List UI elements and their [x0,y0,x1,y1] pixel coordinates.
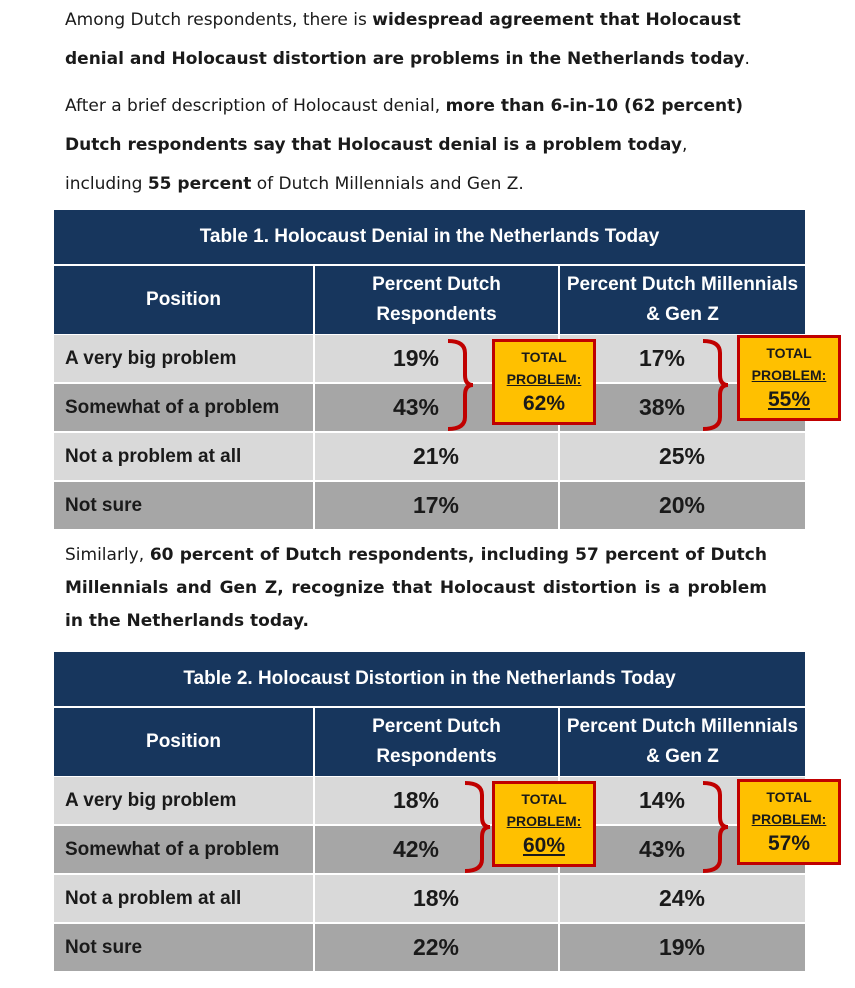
intro-p1-suffix: . [744,49,750,69]
intro-p1-prefix: Among Dutch respondents, there is [65,10,373,30]
row-label: A very big problem [65,789,237,811]
row-value-millennials: 38% [638,394,686,420]
row-value-millennials: 43% [638,836,686,862]
brace-icon [462,779,492,875]
brace-icon [445,337,475,433]
callout-label: TOTAL [521,791,567,807]
row-value-respondents: 18% [412,885,460,911]
middle-prefix: Similarly, [65,545,150,565]
row-value-respondents: 22% [412,934,460,960]
table-1-header-millennials: Percent Dutch Millennials & Gen Z [566,274,799,325]
callout-value: 55% [767,388,811,411]
total-problem-callout [492,339,596,425]
intro-paragraph-1 [65,1,767,79]
callout-value: 62% [522,392,566,415]
intro-p2-suffix: of Dutch Millennials and Gen Z. [251,174,524,194]
callout-label: PROBLEM: [506,371,582,387]
row-value-millennials: 25% [658,443,706,469]
table-row [54,826,805,873]
row-label: Not sure [65,936,143,958]
row-value-millennials: 14% [638,787,686,813]
callout-label: TOTAL [521,349,567,365]
callout-label: PROBLEM: [751,367,827,383]
table-row [54,777,805,824]
callout-label: TOTAL [766,345,812,361]
brace-icon [700,337,730,433]
row-value-respondents: 17% [412,492,460,518]
table-row [54,875,805,922]
intro-p2-mid: , including [65,135,688,194]
table-2-header-respondents: Percent Dutch Respondents [372,716,501,767]
total-problem-callout [737,335,841,421]
callout-value: 60% [522,834,566,857]
table-1-header [54,266,805,334]
callout-label: PROBLEM: [506,813,582,829]
table-row [54,924,805,971]
table-2-title: Table 2. Holocaust Distortion in the Netherlands Today [54,652,805,706]
total-problem-callout [492,781,596,867]
table-row [54,335,805,382]
brace-icon [700,779,730,875]
table-row [54,384,805,431]
table-2-header-position: Position [146,731,221,752]
row-value-millennials: 20% [658,492,706,518]
intro-paragraph-2 [65,87,767,204]
row-value-millennials: 24% [658,885,706,911]
row-label: Somewhat of a problem [65,838,280,860]
row-label: Not a problem at all [65,445,242,467]
row-value-respondents: 21% [412,443,460,469]
row-value-respondents: 18% [392,787,440,813]
intro-p2-bold: more than 6-in-10 (62 percent) Dutch respondents say that Holocaust denial is a problem today [65,96,744,155]
total-problem-callout [737,779,841,865]
callout-label: PROBLEM: [751,811,827,827]
row-value-millennials: 17% [638,345,686,371]
table-2 [54,652,805,973]
table-row [54,433,805,480]
table-row [54,482,805,529]
row-value-respondents: 19% [392,345,440,371]
table-1 [54,210,805,531]
row-label: Not a problem at all [65,887,242,909]
row-value-respondents: 42% [392,836,440,862]
middle-paragraph [65,539,767,638]
table-1-header-respondents: Percent Dutch Respondents [372,274,501,325]
table-1-title: Table 1. Holocaust Denial in the Netherlands Today [54,210,805,264]
table-1-header-position: Position [146,289,221,310]
intro-p1-bold: widespread agreement that Holocaust denial and Holocaust distortion are problems in the Netherlands today [65,10,745,69]
row-label: Not sure [65,494,143,516]
middle-bold: 60 percent of Dutch respondents, including 57 percent of Dutch Millennials and Gen Z, recognize that Holocaust distortion is a problem in the Netherlands today. [65,545,767,631]
row-value-respondents: 43% [392,394,440,420]
row-label: Somewhat of a problem [65,396,280,418]
row-label: A very big problem [65,347,237,369]
table-2-header [54,708,805,776]
intro-p2-bold2: 55 percent [147,174,252,194]
intro-p2-prefix: After a brief description of Holocaust denial, [65,96,446,116]
row-value-millennials: 19% [658,934,706,960]
table-2-header-millennials: Percent Dutch Millennials & Gen Z [566,716,799,767]
callout-label: TOTAL [766,789,812,805]
callout-value: 57% [767,832,811,855]
